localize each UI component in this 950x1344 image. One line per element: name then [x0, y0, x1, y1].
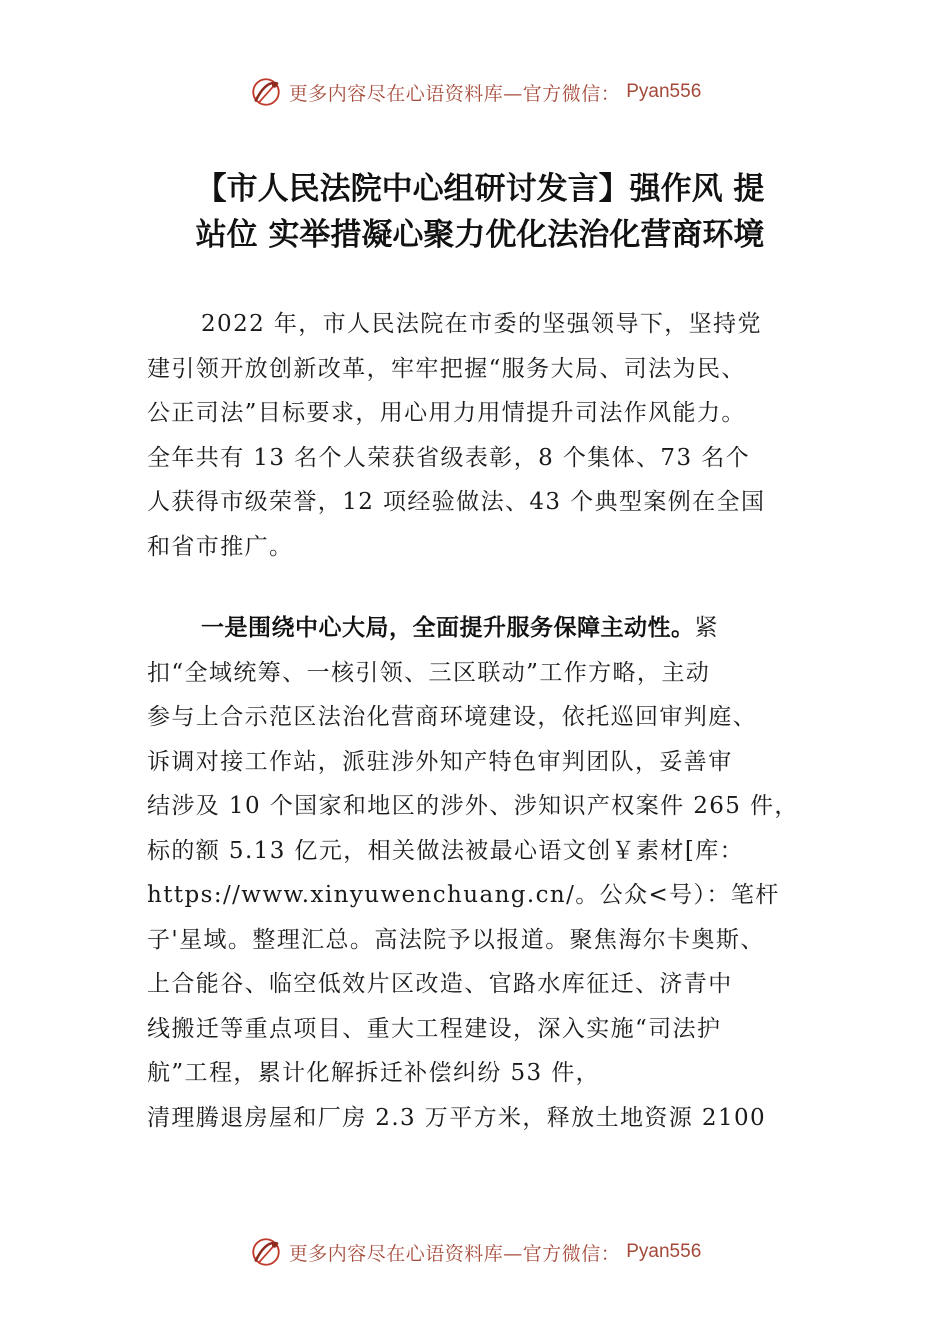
- paragraph-line: 清理腾退房屋和厂房 2.3 万平方米，释放土地资源 2100: [147, 1104, 767, 1131]
- document-title: [140, 166, 820, 258]
- paragraph-line: https://www.xinyuwenchuang.cn/。公众<号）：笔杆: [147, 882, 780, 908]
- section-lead-heading: 一是围绕中心大局，全面提升服务保障主动性。: [201, 615, 695, 641]
- paragraph-line: 2022 年，市人民法院在市委的坚强领导下，坚持党: [201, 311, 762, 337]
- header-banner: [0, 72, 950, 112]
- paragraph-section-one: [147, 606, 847, 1140]
- paragraph-line: 线搬迁等重点项目、重大工程建设，深入实施“司法护: [147, 1015, 722, 1042]
- footer-banner-wechat-id: Pyan556: [626, 1241, 702, 1262]
- header-banner-wechat-id: Pyan556: [626, 81, 702, 102]
- document-title-line: 【市人民法院中心组研讨发言】强作风 提: [195, 171, 765, 207]
- paragraph-line: 人获得市级荣誉，12 项经验做法、43 个典型案例在全国: [147, 489, 766, 515]
- paragraph-line: 子'星域。整理汇总。高法院予以报道。聚焦海尔卡奥斯、: [147, 926, 765, 953]
- document-title-line: 站位 实举措凝心聚力优化法治化营商环境: [195, 217, 765, 253]
- ribbon-pen-logo-icon: [249, 75, 283, 109]
- paragraph-line: 参与上合示范区法治化营商环境建设，依托巡回审判庭、: [147, 704, 757, 730]
- paragraph-line: 建引领开放创新改革，牢牢把握“服务大局、司法为民、: [147, 355, 746, 382]
- paragraph-line: 航”工程，累计化解拆迁补偿纠纷 53 件，: [147, 1060, 601, 1086]
- paragraph-line: 和省市推广。: [147, 533, 294, 560]
- paragraph-line-tail: 紧: [694, 615, 719, 641]
- paragraph-line: 诉调对接工作站，派驻涉外知产特色审判团队，妥善审: [147, 748, 733, 775]
- paragraph-intro: [147, 302, 847, 569]
- paragraph-first-line: [147, 606, 847, 651]
- paragraph-line: 结涉及 10 个国家和地区的涉外、涉知识产权案件 265 件，: [147, 793, 799, 819]
- footer-banner-text: 更多内容尽在心语资料库—官方微信：: [288, 1242, 621, 1265]
- paragraph-line: 扣“全域统筹、一核引领、三区联动”工作方略，主动: [147, 659, 711, 686]
- footer-banner: [0, 1232, 950, 1272]
- paragraph-line: 标的额 5.13 亿元，相关做法被最心语文创￥素材[库：: [147, 837, 745, 864]
- paragraph-line: 全年共有 13 名个人荣获省级表彰，8 个集体、73 名个: [147, 444, 751, 471]
- ribbon-pen-logo-icon: [249, 1235, 283, 1269]
- paragraph-line: 上合能谷、临空低效片区改造、官路水库征迁、济青中: [147, 971, 733, 997]
- header-banner-text: 更多内容尽在心语资料库—官方微信：: [288, 82, 621, 105]
- paragraph-line: 公正司法”目标要求，用心用力用情提升司法作风能力。: [147, 400, 746, 426]
